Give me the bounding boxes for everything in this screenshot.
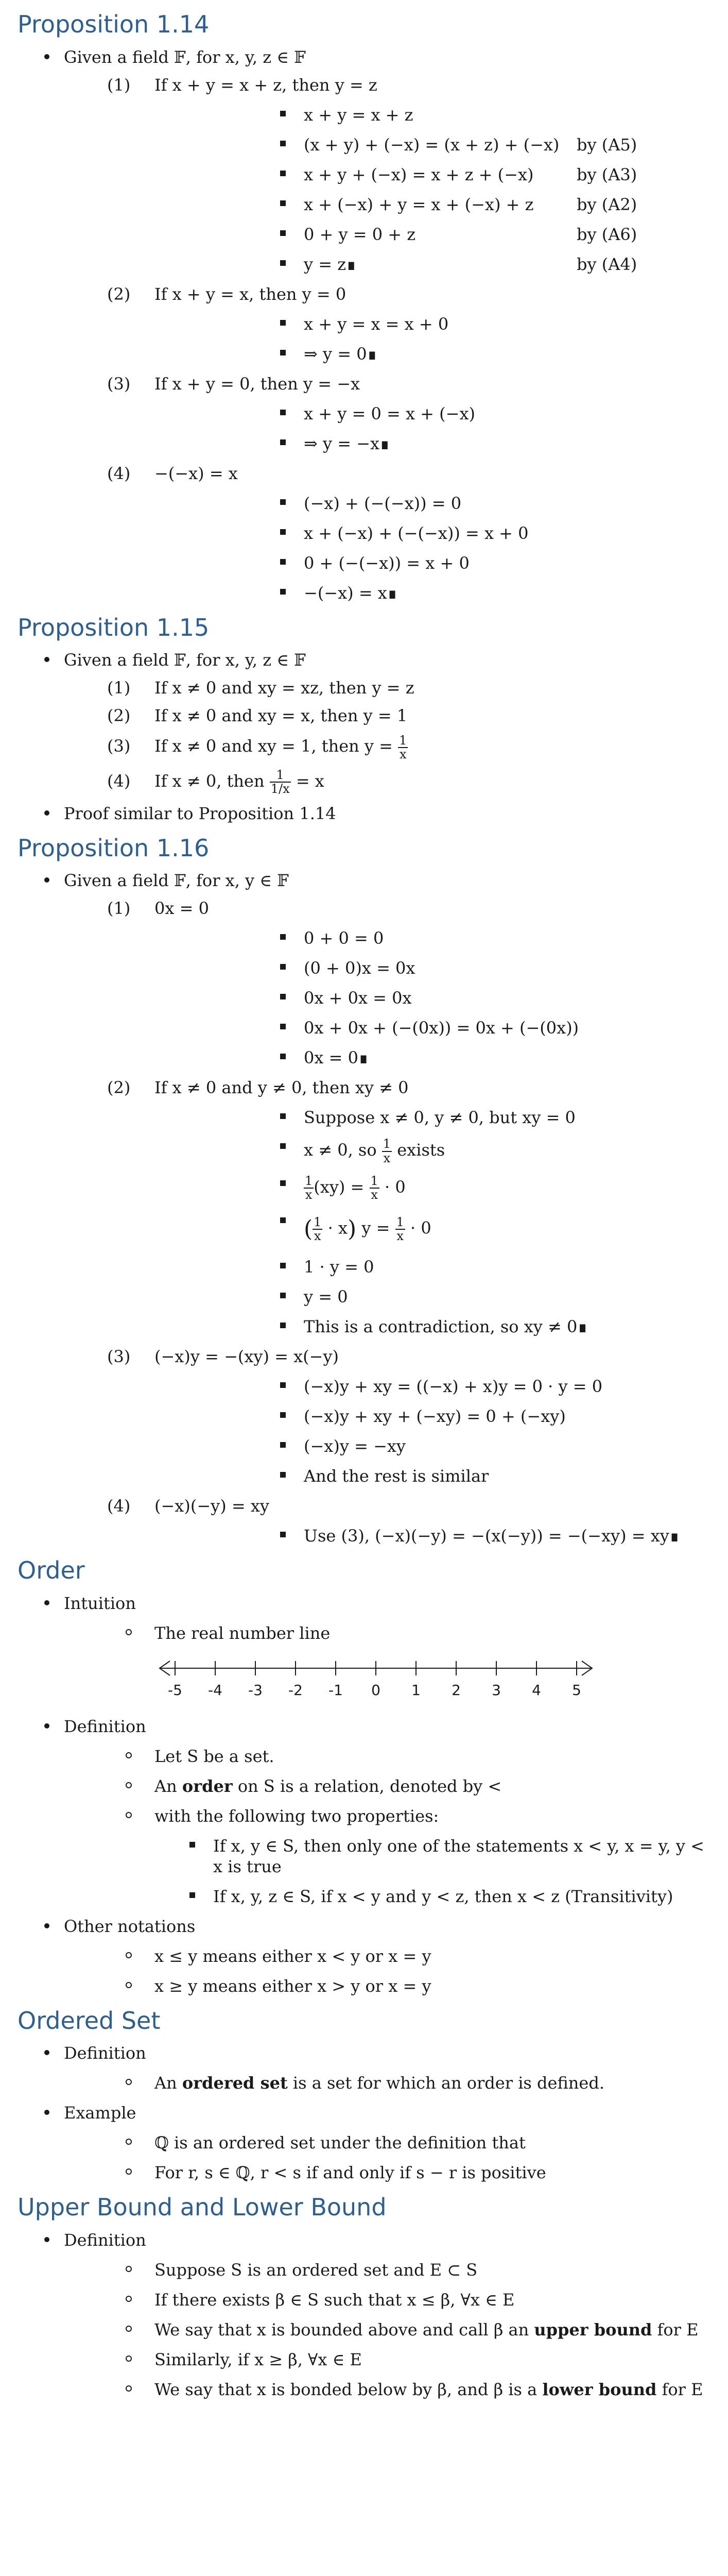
p115-item-1 [64, 677, 710, 698]
item-number: (4) [107, 771, 131, 791]
p115-proof-text: Proof similar to Proposition 1.14 [64, 803, 336, 823]
item-text: If x + y = 0, then y = −x [154, 374, 360, 394]
fraction [304, 1175, 314, 1201]
fraction [398, 734, 408, 761]
step-expr: And the rest is similar [304, 1466, 489, 1486]
step-expr: (−x)y + xy + (−xy) = 0 + (−xy) [304, 1406, 566, 1426]
section-title-order: Order [18, 1556, 85, 1584]
def-item-text: An [154, 1776, 182, 1796]
item-text: If x ≠ 0, then [154, 771, 265, 791]
proof-step [154, 493, 710, 514]
number-line-tick-label: -1 [328, 1681, 343, 1699]
item-text-after: = x [290, 771, 324, 791]
property-item [64, 1836, 710, 1877]
proof-step [154, 958, 710, 978]
fraction-denominator: x [371, 1188, 378, 1202]
bounds-item [64, 2379, 710, 2400]
proof-step [154, 105, 710, 125]
p115-given-text: Given a field 𝔽, for x, y, z ∈ 𝔽 [64, 650, 306, 670]
p114-list [18, 47, 710, 603]
bounds-item [64, 2260, 710, 2280]
p114-item-2 [64, 284, 710, 364]
bounds-item-text: We say that x is bounded above and call β an [154, 2319, 534, 2340]
p116-item-3-steps [154, 1376, 710, 1486]
order-definition [18, 1716, 710, 1907]
example-item [64, 2162, 710, 2183]
step-expr: (−x) + (−(−x)) = 0 [304, 493, 462, 513]
number-line [154, 1653, 710, 1709]
proof-step [154, 1257, 710, 1277]
item-text: If x ≠ 0 and xy = x, then y = 1 [154, 706, 408, 726]
item-text: (−x)y = −(xy) = x(−y) [154, 1346, 339, 1366]
order-list [18, 1593, 710, 1996]
number-line-tick-label: 0 [371, 1681, 380, 1699]
item-text: (−x)(−y) = xy [154, 1496, 269, 1516]
bounds-item [64, 2290, 710, 2310]
bounds-item-text: for E [656, 2379, 703, 2399]
step-expr: ⇒ y = −x∎ [304, 433, 390, 453]
fraction-numerator: 1 [370, 1174, 378, 1189]
p116-item-2 [64, 1077, 710, 1337]
p114-items [64, 75, 710, 603]
p114-item-3 [64, 374, 710, 454]
example-item-text: For r, s ∈ ℚ, r < s if and only if s − r is positive [154, 2163, 546, 2183]
proof-step [154, 928, 710, 948]
step-expr: −(−x) = x∎ [304, 583, 398, 603]
step-expr: exists [397, 1140, 445, 1160]
property-item [64, 1886, 710, 1907]
p116-item-3 [64, 1346, 710, 1486]
section-title-p115: Proposition 1.15 [18, 613, 210, 641]
item-text: If x + y = x + z, then y = z [154, 75, 377, 95]
step-expr: x + (−x) + (−(−x)) = x + 0 [304, 523, 529, 543]
bounds-item-text: Similarly, if x ≥ β, ∀x ∈ E [154, 2349, 362, 2369]
proof-step [154, 553, 710, 573]
item-number: (1) [107, 75, 131, 95]
step-expr: x + y + (−x) = x + z + (−x) [304, 164, 534, 184]
step-expr: 0 + y = 0 + z [304, 224, 416, 244]
example-item [64, 2132, 710, 2153]
bounds-item-text: Suppose S is an ordered set and E ⊂ S [154, 2260, 478, 2280]
proof-step [154, 1526, 710, 1546]
number-line-tick-label: -4 [208, 1681, 222, 1699]
fraction-denominator: x [305, 1188, 313, 1202]
fraction [395, 1216, 405, 1243]
step-expr: x + y = 0 = x + (−x) [304, 403, 475, 423]
fraction-denominator: 1/x [270, 782, 290, 796]
p114-given-text: Given a field 𝔽, for x, y, z ∈ 𝔽 [64, 47, 306, 67]
number-line-tick-label: 2 [452, 1681, 461, 1699]
p114-item-1-steps [154, 105, 710, 275]
proof-step [154, 523, 710, 544]
term-upper-bound: upper bound [534, 2319, 652, 2340]
item-text: 0x = 0 [154, 899, 209, 919]
step-justification: by (A6) [577, 224, 637, 244]
proof-step [154, 583, 710, 603]
p116-given [18, 870, 710, 1546]
fraction-denominator: x [314, 1228, 321, 1243]
item-number: (3) [107, 736, 131, 756]
item-number: (1) [107, 899, 131, 919]
notation-item [64, 1976, 710, 1996]
real-line-text: The real number line [154, 1623, 331, 1643]
p114-item-1 [64, 75, 710, 275]
fraction-denominator: x [396, 1228, 404, 1243]
step-justification: by (A2) [577, 194, 637, 214]
fraction-numerator: 1 [305, 1174, 313, 1189]
ordered-set-example-items [64, 2132, 710, 2183]
def-item [64, 1746, 710, 1767]
step-expr: Use (3), (−x)(−y) = −(x(−y)) = −(−xy) = xy∎ [304, 1526, 680, 1546]
bounds-items [64, 2260, 710, 2400]
fraction-numerator: 1 [396, 1214, 404, 1229]
step-justification: by (A3) [577, 164, 637, 184]
proof-step [154, 1376, 710, 1397]
bounds-item-text: We say that x is bonded below by β, and β is a [154, 2379, 543, 2399]
order-intuition-items [64, 1623, 710, 1643]
item-number: (2) [107, 1078, 131, 1098]
item-text: If x ≠ 0 and xy = 1, then y = [154, 736, 393, 756]
step-expr: · 0 [410, 1218, 431, 1238]
fraction-numerator: 1 [314, 1214, 322, 1229]
step-expr: (xy) = [314, 1177, 365, 1197]
step-expr: (x + y) + (−x) = (x + z) + (−x) [304, 134, 560, 155]
item-number: (1) [107, 678, 131, 698]
item-number: (3) [107, 1346, 131, 1366]
step-expr: y = 0 [304, 1286, 348, 1307]
section-title-bounds: Upper Bound and Lower Bound [18, 2193, 387, 2222]
proof-step [154, 1436, 710, 1456]
proof-step [154, 194, 710, 215]
proof-step [154, 164, 710, 185]
p115-list [18, 650, 710, 823]
p114-item-4-steps [154, 493, 710, 603]
number-line-tick-label: 4 [532, 1681, 541, 1699]
item-number: (4) [107, 1496, 131, 1516]
term-ordered-set: ordered set [182, 2073, 288, 2093]
proof-step [154, 1406, 710, 1427]
p114-given [18, 47, 710, 603]
order-properties [64, 1836, 710, 1907]
fraction [382, 1138, 392, 1164]
term-lower-bound: lower bound [542, 2379, 657, 2399]
document-page [0, 11, 728, 2576]
example-text: Example [64, 2103, 136, 2123]
def-item [64, 1776, 710, 1797]
bounds-item [64, 2349, 710, 2370]
proof-step [154, 224, 710, 245]
def-item-text: An [154, 2073, 182, 2093]
item-text: If x ≠ 0 and xy = xz, then y = z [154, 678, 414, 698]
notation-item [64, 1946, 710, 1967]
proof-step [154, 134, 710, 155]
proof-step [154, 403, 710, 424]
proof-step [154, 1018, 710, 1038]
p115-given [18, 650, 710, 795]
proof-step [154, 433, 710, 454]
ordered-set-def-items [64, 2073, 710, 2093]
step-expr: 0 + 0 = 0 [304, 928, 384, 948]
p116-item-4 [64, 1496, 710, 1546]
fraction-numerator: 1 [383, 1137, 391, 1151]
step-expr: x + y = x + z [304, 105, 413, 125]
p115-item-3 [64, 733, 710, 761]
def-item-text: Let S be a set. [154, 1746, 274, 1766]
step-expr: y = [361, 1218, 390, 1238]
property-text: If x, y, z ∈ S, if x < y and y < z, then x < z (Transitivity) [213, 1886, 673, 1906]
step-expr: (−x)y + xy = ((−x) + x)y = 0 · y = 0 [304, 1376, 603, 1396]
p114-item-2-steps [154, 314, 710, 364]
number-line-tick-label: 5 [572, 1681, 581, 1699]
p114-item-3-steps [154, 403, 710, 454]
step-expr: ⇒ y = 0∎ [304, 344, 377, 364]
proof-step [154, 1316, 710, 1337]
fraction [270, 769, 291, 795]
section-title-p116: Proposition 1.16 [18, 834, 210, 862]
ordered-set-definition [18, 2043, 710, 2093]
def-item-text: with the following two properties: [154, 1806, 439, 1826]
proof-step [154, 1286, 710, 1307]
property-text: If x, y ∈ S, then only one of the statements x < y, x = y, y < x is true [213, 1836, 704, 1876]
ordered-set-example [18, 2103, 710, 2183]
fraction-numerator: 1 [399, 733, 407, 748]
real-line-item [64, 1623, 710, 1643]
section-title-p114: Proposition 1.14 [18, 10, 210, 38]
notation-text: x ≥ y means either x > y or x = y [154, 1976, 431, 1996]
number-line-tick-label: -2 [288, 1681, 303, 1699]
proof-step [154, 1211, 710, 1247]
step-expr: 0x + 0x + (−(0x)) = 0x + (−(0x)) [304, 1018, 579, 1038]
proof-step [154, 1137, 710, 1165]
proof-step [154, 988, 710, 1008]
number-line-svg [154, 1653, 597, 1704]
def-item [64, 1806, 710, 1907]
step-expr: (−x)y = −xy [304, 1436, 406, 1456]
p116-given-text: Given a field 𝔽, for x, y ∈ 𝔽 [64, 871, 289, 891]
fraction-numerator: 1 [270, 769, 291, 783]
step-expr: y = z∎ [304, 254, 357, 274]
p116-items [64, 898, 710, 1546]
step-expr: x + (−x) + y = x + (−x) + z [304, 194, 534, 214]
p116-item-2-steps [154, 1107, 710, 1337]
bounds-list [18, 2230, 710, 2400]
definition-text: Definition [64, 2043, 146, 2063]
item-text: If x + y = x, then y = 0 [154, 284, 346, 304]
step-expr: 0x + 0x = 0x [304, 988, 412, 1008]
example-item-text: ℚ is an ordered set under the definition that [154, 2133, 526, 2153]
definition-text: Definition [64, 2230, 146, 2250]
item-number: (3) [107, 374, 131, 394]
order-intuition-text: Intuition [64, 1593, 136, 1613]
item-number: (2) [107, 284, 131, 304]
notation-text: x ≤ y means either x < y or x = y [154, 1946, 431, 1966]
fraction [313, 1216, 322, 1243]
order-intuition [18, 1593, 710, 1709]
step-expr: · x [327, 1218, 348, 1238]
step-justification: by (A4) [577, 254, 637, 274]
proof-step [154, 1107, 710, 1128]
def-item-text: on S is a relation, denoted by < [232, 1776, 502, 1796]
p116-item-1 [64, 898, 710, 1068]
step-expr: 0 + (−(−x)) = x + 0 [304, 553, 470, 573]
fraction-denominator: x [383, 1150, 391, 1165]
p115-proof [18, 803, 710, 824]
order-def-items [64, 1746, 710, 1907]
number-line-tick-label: -3 [248, 1681, 263, 1699]
step-expr: 0x = 0∎ [304, 1048, 369, 1068]
number-line-tick-label: -5 [168, 1681, 182, 1699]
p115-item-4 [64, 768, 710, 796]
item-number: (4) [107, 463, 131, 483]
p116-list [18, 870, 710, 1546]
order-other-notations [18, 1916, 710, 1996]
other-notations-text: Other notations [64, 1916, 196, 1936]
bounds-definition [18, 2230, 710, 2400]
paren-close: ) [348, 1215, 357, 1242]
step-expr: This is a contradiction, so xy ≠ 0∎ [304, 1316, 588, 1336]
paren-open: ( [304, 1215, 313, 1242]
def-item [64, 2073, 710, 2093]
term-order: order [182, 1776, 233, 1796]
fraction [370, 1175, 379, 1201]
bounds-item-text: If there exists β ∈ S such that x ≤ β, ∀x ∈ E [154, 2290, 515, 2310]
p116-item-4-steps [154, 1526, 710, 1546]
order-definition-text: Definition [64, 1716, 146, 1736]
proof-step [154, 1047, 710, 1068]
number-line-tick-label: 1 [411, 1681, 421, 1699]
fraction-denominator: x [400, 747, 407, 761]
proof-step [154, 1174, 710, 1202]
item-number: (2) [107, 706, 131, 726]
item-text: −(−x) = x [154, 463, 238, 483]
step-expr: (0 + 0)x = 0x [304, 958, 415, 978]
ordered-set-list [18, 2043, 710, 2183]
proof-step [154, 1466, 710, 1486]
p114-item-4 [64, 463, 710, 603]
step-expr: 1 · y = 0 [304, 1257, 374, 1277]
p115-item-2 [64, 705, 710, 726]
def-item-text: is a set for which an order is defined. [287, 2073, 604, 2093]
proof-step [154, 314, 710, 334]
item-text: If x ≠ 0 and y ≠ 0, then xy ≠ 0 [154, 1078, 409, 1098]
p115-items [64, 677, 710, 795]
step-expr: · 0 [384, 1177, 406, 1197]
step-justification: by (A5) [577, 134, 637, 155]
number-line-tick-label: 3 [492, 1681, 501, 1699]
step-expr: x ≠ 0, so [304, 1140, 377, 1160]
section-title-ordered-set: Ordered Set [18, 2006, 161, 2035]
bounds-item-text: for E [652, 2319, 699, 2340]
bounds-item [64, 2319, 710, 2340]
p116-item-1-steps [154, 928, 710, 1068]
step-expr: Suppose x ≠ 0, y ≠ 0, but xy = 0 [304, 1108, 576, 1128]
other-notation-items [64, 1946, 710, 1996]
step-expr: x + y = x = x + 0 [304, 314, 449, 334]
proof-step [154, 344, 710, 364]
proof-step [154, 254, 710, 275]
